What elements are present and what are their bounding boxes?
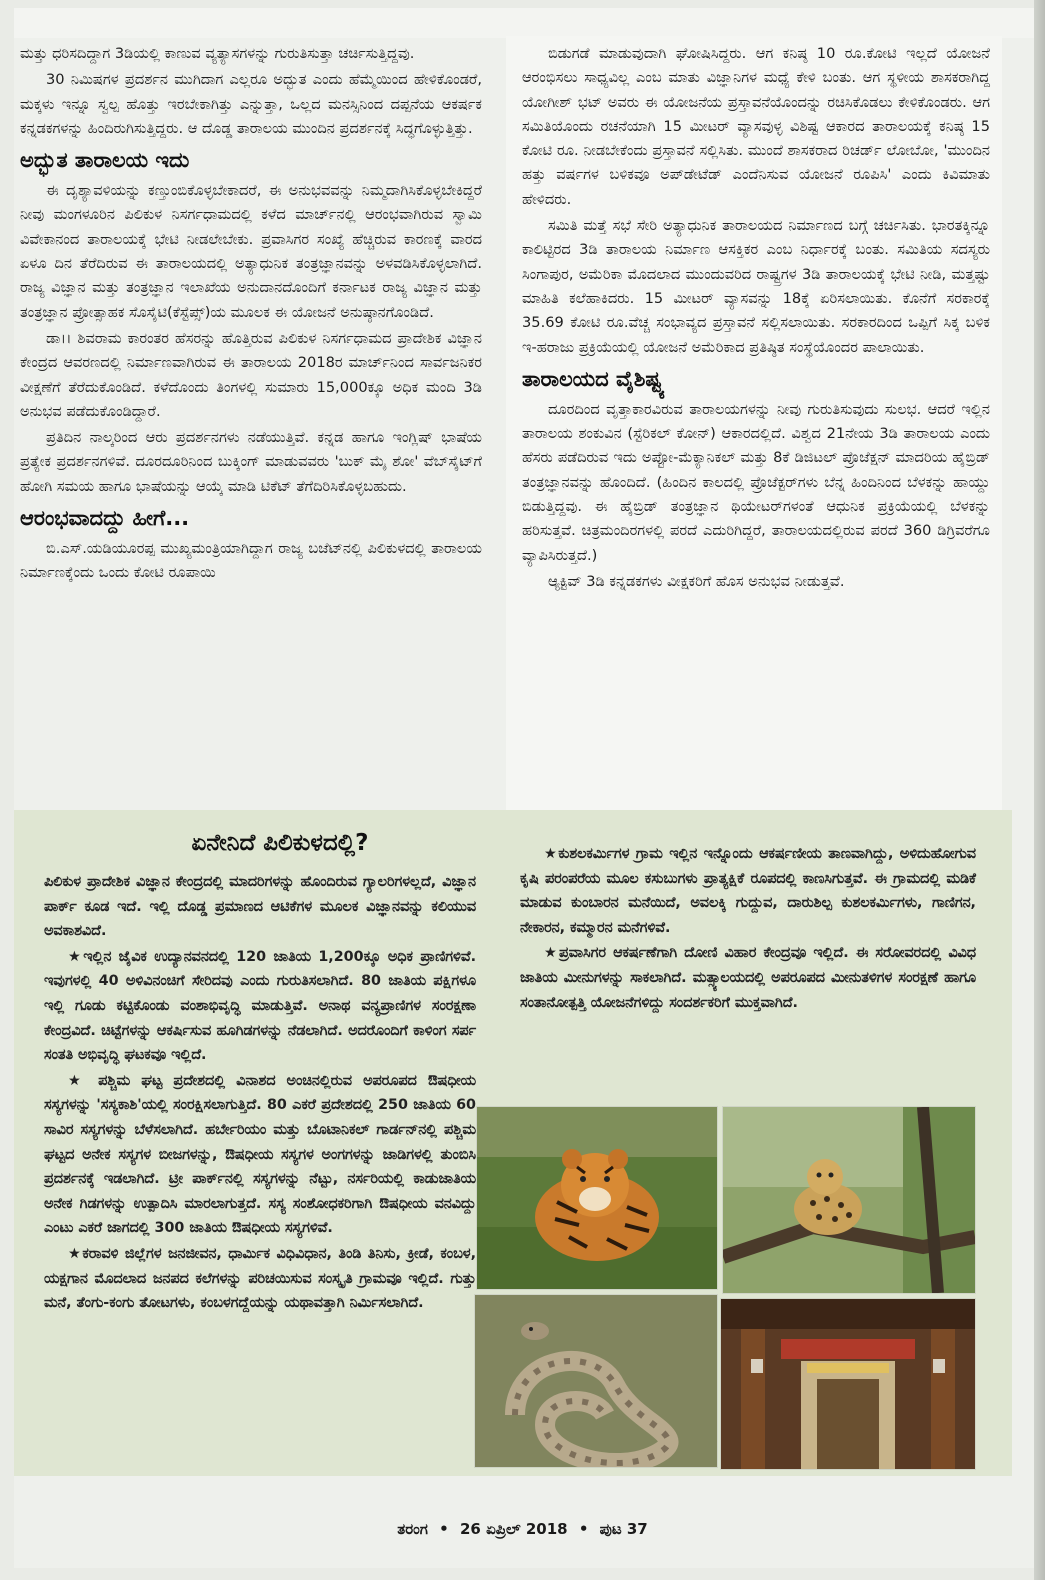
paragraph: ಬಿಡುಗಡೆ ಮಾಡುವುದಾಗಿ ಘೋಷಿಸಿದ್ದರು. ಆಗ ಕನಿಷ್ಠ 10 ರೂ.ಕೋಟಿ ಇಲ್ಲದೆ ಯೋಜನೆ ಆರಂಭಿಸಲು ಸಾಧ್ಯವಿಲ್ಲ ಎಂಬ ಮಾತು ವಿಜ್ಞಾನಿಗಳ ಮಧ್ಯೆ ಕೇಳಿ ಬಂತು. ಆಗ ಸ್ಥಳೀಯ ಶಾಸಕರಾಗಿದ್ದ ಯೋಗೀಶ್ ಭಟ್ ಅವರು ಈ ಯೋಜನೆಯ ಪ್ರಸ್ತಾವನೆಯೊಂದನ್ನು ರಚಿಸಿಕೊಡಲು ಕೇಳಿಕೊಂಡರು. ಆಗ ಸಮಿತಿಯೊಂದು ರಚನೆಯಾಗಿ 15 ಮೀಟರ್ ವ್ಯಾಸವುಳ್ಳ ವಿಶಿಷ್ಟ ಆಕಾರದ ತಾರಾಲಯಕ್ಕೆ ಕನಿಷ್ಠ 15 ಕೋಟಿ ರೂ. ನೀಡಬೇಕೆಂದು ಪ್ರಸ್ತಾವನೆ ಸಲ್ಲಿಸಿತು. ಮುಂದೆ ಶಾಸಕರಾದ ರಿಚರ್ಡ್ ಲೋಬೋ, 'ಮುಂದಿನ ಹತ್ತು ವರ್ಷಗಳ ಬಳಿಕವೂ ಅಪ್‌ಡೇಟೆಡ್ ಎಂದೆನಿಸುವ ಯೋಜನೆ ರೂಪಿಸಿ' ಎಂದು ಕಿವಿಮಾತು ಹೇಳಿದರು. — [522, 45, 990, 208]
panel-paragraph: ★ಇಲ್ಲಿನ ಜೈವಿಕ ಉದ್ಯಾನವನದಲ್ಲಿ 120 ಜಾತಿಯ 1,200ಕ್ಕೂ ಅಧಿಕ ಪ್ರಾಣಿಗಳಿವೆ. ಇವುಗಳಲ್ಲಿ 40 ಅಳಿವಿನಂಚಿಗೆ ಸೇರಿದವು ಎಂದು ಗುರುತಿಸಲಾಗಿದೆ. 80 ಜಾತಿಯ ಪಕ್ಷಿಗಳೂ ಇಲ್ಲಿ ಗೂಡು ಕಟ್ಟಿಕೊಂಡು ವಂಶಾಭಿವೃದ್ಧಿ ಮಾಡುತ್ತಿವೆ. ಅನಾಥ ವನ್ಯಪ್ರಾಣಿಗಳ ಸಂರಕ್ಷಣಾ ಕೇಂದ್ರವಿದೆ. ಚಿಟ್ಟೆಗಳನ್ನು ಆಕರ್ಷಿಸುವ ಹೂಗಿಡಗಳನ್ನು ನೆಡಲಾಗಿದೆ. ಅದರೊಂದಿಗೆ ಕಾಳಿಂಗ ಸರ್ಪ ಸಂತತಿ ಅಭಿವೃದ್ಧಿ ಘಟಕವೂ ಇಲ್ಲಿದೆ. — [44, 948, 476, 1064]
temple-house-photo — [720, 1298, 976, 1470]
section-heading: ತಾರಾಲಯದ ವೈಶಿಷ್ಟ್ಯ — [522, 366, 665, 391]
panel-paragraph: ★ಕುಶಲಕರ್ಮಿಗಳ ಗ್ರಾಮ ಇಲ್ಲಿನ ಇನ್ನೊಂದು ಆಕರ್ಷಣೀಯ ತಾಣವಾಗಿದ್ದು, ಅಳಿದುಹೋಗುವ ಕೃಷಿ ಪರಂಪರೆಯ ಮೂಲ ಕಸುಬುಗಳು ಪ್ರಾತ್ಯಕ್ಷಿಕೆ ರೂಪದಲ್ಲಿ ಕಾಣಸಿಗುತ್ತವೆ. ಈ ಗ್ರಾಮದಲ್ಲಿ ಮಡಿಕೆ ಮಾಡುವ ಕುಂಬಾರನ ಮನೆಯಿದೆ, ಅವಲಕ್ಕಿ ಗುದ್ದುವ, ದಾರುಶಿಲ್ಪ ಕುಶಲಕರ್ಮಿಗಳು, ಗಾಣಿಗನ, ನೇಕಾರನ, ಕಮ್ಮಾರನ ಮನೆಗಳಿವೆ. — [520, 846, 976, 936]
paragraph: ಆ್ಯಕ್ಟಿವ್ 3ಡಿ ಕನ್ನಡಕಗಳು ವೀಕ್ಷಕರಿಗೆ ಹೊಸ ಅನುಭವ ನೀಡುತ್ತವೆ. — [548, 572, 845, 590]
panel-right-column — [520, 842, 976, 1016]
paragraph: ಸಮಿತಿ ಮತ್ತೆ ಸಭೆ ಸೇರಿ ಅತ್ಯಾಧುನಿಕ ತಾರಾಲಯದ ನಿರ್ಮಾಣದ ಬಗ್ಗೆ ಚರ್ಚಿಸಿತು. ಭಾರತಕ್ಕಿನ್ನೂ ಕಾಲಿಟ್ಟಿರದ 3ಡಿ ತಾರಾಲಯ ನಿರ್ಮಾಣ ಆಸಕ್ತಿಕರ ಎಂಬ ನಿರ್ಧಾರಕ್ಕೆ ಬಂತು. ಸಮಿತಿಯ ಸದಸ್ಯರು ಸಿಂಗಾಪುರ, ಅಮೆರಿಕಾ ಮೊದಲಾದ ಮುಂದುವರಿದ ರಾಷ್ಟ್ರಗಳ 3ಡಿ ತಾರಾಲಯಕ್ಕೆ ಭೇಟಿ ನೀಡಿ, ಮತ್ತಷ್ಟು ಮಾಹಿತಿ ಕಲೆಹಾಕಿದರು. 15 ಮೀಟರ್ ವ್ಯಾಸವನ್ನು 18ಕ್ಕೆ ಏರಿಸಲಾಯಿತು. ಕೊನೆಗೆ ಸರಕಾರಕ್ಕೆ 35.69 ಕೋಟಿ ರೂ.ವೆಚ್ಚ ಸಂಭಾವ್ಯದ ಪ್ರಸ್ತಾವನೆ ಸಲ್ಲಿಸಲಾಯಿತು. ಸರಕಾರದಿಂದ ಒಪ್ಪಿಗೆ ಸಿಕ್ಕ ಬಳಿಕ ಇ-ಹರಾಜು ಪ್ರಕ್ರಿಯೆಯಲ್ಲಿ ಯೋಜನೆ ಅಮೆರಿಕಾದ ಪ್ರತಿಷ್ಠಿತ ಸಂಸ್ಥೆಯೊಂದರ ಪಾಲಾಯಿತು. — [522, 217, 990, 356]
paragraph: ಬಿ.ಎಸ್.ಯಡಿಯೂರಪ್ಪ ಮುಖ್ಯಮಂತ್ರಿಯಾಗಿದ್ದಾಗ ರಾಜ್ಯ ಬಜೆಟ್‌ನಲ್ಲಿ ಪಿಲಿಕುಳದಲ್ಲಿ ತಾರಾಲಯ ನಿರ್ಮಾಣಕ್ಕೆಂದು ಒಂದು ಕೋಟಿ ರೂಪಾಯಿ — [20, 540, 482, 582]
paragraph: ದೂರದಿಂದ ವೃತ್ತಾಕಾರವಿರುವ ತಾರಾಲಯಗಳನ್ನು ನೀವು ಗುರುತಿಸುವುದು ಸುಲಭ. ಆದರೆ ಇಲ್ಲಿನ ತಾರಾಲಯ ಶಂಕುವಿನ (ಸ್ಟೆರಿಕಲ್ ಕೋನ್) ಆಕಾರದಲ್ಲಿದೆ. ವಿಶ್ವದ 21ನೇಯ 3ಡಿ ತಾರಾಲಯ ಎಂದು ಹೆಸರು ಪಡೆದಿರುವ ಇದು ಅಪ್ಟೋ-ಮೆಕ್ಯಾನಿಕಲ್ ಮತ್ತು 8ಕೆ ಡಿಜಿಟಲ್ ಪ್ರೊಜೆಕ್ಷನ್ ಮಾದರಿಯ ಹೈಬ್ರಿಡ್ ತಂತ್ರಜ್ಞಾನವನ್ನು ಹೊಂದಿದೆ. (ಹಿಂದಿನ ಕಾಲದಲ್ಲಿ ಪ್ರೊಜೆಕ್ಟರ್‌ಗಳು ಬೆನ್ನ ಹಿಂದಿನಿಂದ ಬೆಳಕನ್ನು ಹಾಯ್ದು ಬಿಡುತ್ತಿದ್ದವು. ಈ ಹೈಬ್ರಿಡ್ ತಂತ್ರಜ್ಞಾನ ಥಿಯೇಟರ್‌ಗಳಂತೆ ಆಧುನಿಕ ಪ್ರಕ್ರಿಯೆಯಲ್ಲಿ ಬೆಳಕನ್ನು ಹರಿಸುತ್ತವೆ. ಚಿತ್ರಮಂದಿರಗಳಲ್ಲಿ ಪರದೆ ಎದುರಿಗಿದ್ದರೆ, ತಾರಾಲಯದಲ್ಲಿರುವ ಪರದೆ 360 ಡಿಗ್ರಿವರೆಗೂ ವ್ಯಾಪಿಸಿರುತ್ತದೆ.) — [522, 400, 990, 564]
paragraph: ಪ್ರತಿದಿನ ನಾಲ್ಕರಿಂದ ಆರು ಪ್ರದರ್ಶನಗಳು ನಡೆಯುತ್ತಿವೆ. ಕನ್ನಡ ಹಾಗೂ ಇಂಗ್ಲಿಷ್ ಭಾಷೆಯ ಪ್ರತ್ಯೇಕ ಪ್ರದರ್ಶನಗಳಿವೆ. ದೂರದೂರಿನಿಂದ ಬುಕ್ಕಿಂಗ್ ಮಾಡುವವರು 'ಬುಕ್ ಮೈ ಶೋ' ವೆಬ್‌ಸೈಟ್‌ಗೆ ಹೋಗಿ ಸಮಯ ಹಾಗೂ ಭಾಷೆಯನ್ನು ಆಯ್ಕೆ ಮಾಡಿ ಟಿಕೆಟ್ ತೆಗೆದಿರಿಸಿಕೊಳ್ಳಬಹುದು. — [20, 429, 482, 495]
snake-photo — [474, 1294, 718, 1468]
section-heading: ಅದ್ಭುತ ತಾರಾಲಯ ಇದು — [20, 148, 190, 173]
panel-left-column — [44, 870, 476, 1317]
paragraph: ಈ ದೃಶ್ಯಾವಳಿಯನ್ನು ಕಣ್ತುಂಬಿಕೊಳ್ಳಬೇಕಾದರೆ, ಈ ಅನುಭವವನ್ನು ನಿಮ್ಮದಾಗಿಸಿಕೊಳ್ಳಬೇಕಿದ್ದರೆ ನೀವು ಮಂಗಳೂರಿನ ಪಿಲಿಕುಳ ನಿಸರ್ಗಧಾಮದಲ್ಲಿ ಕಳೆದ ಮಾರ್ಚ್‌ನಲ್ಲಿ ಆರಂಭವಾಗಿರುವ ಸ್ವಾಮಿ ವಿವೇಕಾನಂದ ತಾರಾಲಯಕ್ಕೆ ಭೇಟಿ ನೀಡಲೇಬೇಕು. ಪ್ರವಾಸಿಗರ ಸಂಖ್ಯೆ ಹೆಚ್ಚಿರುವ ಕಾರಣಕ್ಕೆ ವಾರದ ಏಳೂ ದಿನ ತೆರೆದಿರುವ ಈ ತಾರಾಲಯದಲ್ಲಿ ಅತ್ಯಾಧುನಿಕ ತಂತ್ರಜ್ಞಾನವನ್ನು ಅಳವಡಿಸಿಕೊಳ್ಳಲಾಗಿದೆ. ರಾಜ್ಯ ವಿಜ್ಞಾನ ಮತ್ತು ತಂತ್ರಜ್ಞಾನ ಇಲಾಖೆಯ ಅನುದಾನದೊಂದಿಗೆ ಕರ್ನಾಟಕ ರಾಜ್ಯ ವಿಜ್ಞಾನ ಮತ್ತು ತಂತ್ರಜ್ಞಾನ ಪ್ರೋತ್ಸಾಹಕ ಸೊಸೈಟಿ(ಕೆಸ್ಟೆಪ್ಸ್)ಯ ಮೂಲಕ ಈ ಯೋಜನೆ ಅನುಷ್ಠಾನಗೊಂಡಿದೆ. — [20, 182, 482, 321]
left-column — [20, 42, 482, 588]
panel-paragraph: ★ಪ್ರವಾಸಿಗರ ಆಕರ್ಷಣೆಗಾಗಿ ದೋಣಿ ವಿಹಾರ ಕೇಂದ್ರವೂ ಇಲ್ಲಿದೆ. ಈ ಸರೋವರದಲ್ಲಿ ವಿವಿಧ ಜಾತಿಯ ಮೀನುಗಳನ್ನು ಸಾಕಲಾಗಿದೆ. ಮತ್ಸ್ಯಾಲಯದಲ್ಲಿ ಅಪರೂಪದ ಮೀನುತಳಿಗಳ ಸಂರಕ್ಷಣೆ ಹಾಗೂ ಸಂತಾನೋತ್ಪತ್ತಿ ಯೋಜನೆಗಳಿದ್ದು ಸಂದರ್ಶಕರಿಗೆ ಮುಕ್ತವಾಗಿದೆ. — [520, 945, 976, 1011]
issue-date: 26 ಏಪ್ರಿಲ್ 2018 — [459, 1520, 568, 1538]
section-heading: ಆರಂಭವಾದದ್ದು ಹೀಗೆ... — [20, 506, 190, 531]
page-number: ಪುಟ 37 — [599, 1520, 648, 1538]
right-column — [522, 42, 990, 596]
tiger-photo — [476, 1106, 718, 1290]
panel-paragraph: ★ಕರಾವಳಿ ಜಿಲ್ಲೆಗಳ ಜನಜೀವನ, ಧಾರ್ಮಿಕ ವಿಧಿವಿಧಾನ, ತಿಂಡಿ ತಿನಿಸು, ಕ್ರೀಡೆ, ಕಂಬಳ, ಯಕ್ಷಗಾನ ಮೊದಲಾದ ಜನಪದ ಕಲೆಗಳನ್ನು ಪರಿಚಯಿಸುವ ಸಂಸ್ಕೃತಿ ಗ್ರಾಮವೂ ಇಲ್ಲಿದೆ. ಗುತ್ತು ಮನೆ, ತೆಂಗು-ಕಂಗು ತೋಟಗಳು, ಕಂಬಳಗದ್ದೆಯನ್ನು ಯಥಾವತ್ತಾಗಿ ನಿರ್ಮಿಸಲಾಗಿದೆ. — [44, 1245, 476, 1312]
paragraph: ಮತ್ತು ಧರಿಸದಿದ್ದಾಗ 3ಡಿಯಲ್ಲಿ ಕಾಣುವ ವ್ಯತ್ಯಾಸಗಳನ್ನು ಗುರುತಿಸುತ್ತಾ ಚರ್ಚಿಸುತ್ತಿದ್ದವು. — [20, 45, 415, 62]
page-footer — [0, 1520, 1045, 1538]
magazine-name: ತರಂಗ — [397, 1520, 428, 1538]
leopard-photo — [722, 1106, 976, 1294]
separator: • — [578, 1520, 589, 1538]
separator: • — [439, 1520, 449, 1538]
paragraph: 30 ನಿಮಿಷಗಳ ಪ್ರದರ್ಶನ ಮುಗಿದಾಗ ಎಲ್ಲರೂ ಅದ್ಭುತ ಎಂದು ಹೆಮ್ಮೆಯಿಂದ ಹೇಳಿಕೊಂಡರೆ, ಮಕ್ಕಳು ಇನ್ನೂ ಸ್ವಲ್ಪ ಹೊತ್ತು ಇರಬೇಕಾಗಿತ್ತು ಎನ್ನುತ್ತಾ, ಒಲ್ಲದ ಮನಸ್ಸಿನಿಂದ ದಪ್ಪನೆಯ ಆಕರ್ಷಕ ಕನ್ನಡಕಗಳನ್ನು ಹಿಂದಿರುಗಿಸುತ್ತಿದ್ದರು. ಆ ದೊಡ್ಡ ತಾರಾಲಯ ಮುಂದಿನ ಪ್ರದರ್ಶನಕ್ಕೆ ಸಿದ್ಧಗೊಳ್ಳುತ್ತಿತ್ತು. — [20, 71, 482, 137]
paragraph: ಡಾ।। ಶಿವರಾಮ ಕಾರಂತರ ಹೆಸರನ್ನು ಹೊತ್ತಿರುವ ಪಿಲಿಕುಳ ನಿಸರ್ಗಧಾಮದ ಪ್ರಾದೇಶಿಕ ವಿಜ್ಞಾನ ಕೇಂದ್ರದ ಆವರಣದಲ್ಲಿ ನಿರ್ಮಾಣವಾಗಿರುವ ಈ ತಾರಾಲಯ 2018ರ ಮಾರ್ಚ್‌ನಿಂದ ಸಾರ್ವಜನಿಕರ ವೀಕ್ಷಣೆಗೆ ತೆರೆದುಕೊಂಡಿದೆ. ಕಳೆದೊಂದು ತಿಂಗಳಲ್ಲಿ ಸುಮಾರು 15,000ಕ್ಕೂ ಅಧಿಕ ಮಂದಿ 3ಡಿ ಅನುಭವ ಪಡೆದುಕೊಂಡಿದ್ದಾರೆ. — [20, 329, 482, 420]
panel-paragraph: ★ ಪಶ್ಚಿಮ ಘಟ್ಟ ಪ್ರದೇಶದಲ್ಲಿ ವಿನಾಶದ ಅಂಚಿನಲ್ಲಿರುವ ಅಪರೂಪದ ಔಷಧೀಯ ಸಸ್ಯಗಳನ್ನು 'ಸಸ್ಯಕಾಶಿ'ಯಲ್ಲಿ ಸಂರಕ್ಷಿಸಲಾಗುತ್ತಿದೆ. 80 ಎಕರೆ ಪ್ರದೇಶದಲ್ಲಿ 250 ಜಾತಿಯ 60 ಸಾವಿರ ಸಸ್ಯಗಳನ್ನು ಬೆಳೆಸಲಾಗಿದೆ. ಹರ್ಬೇರಿಯಂ ಮತ್ತು ಬೊಟಾನಿಕಲ್ ಗಾರ್ಡನ್‌ನಲ್ಲಿ ಪಶ್ಚಿಮ ಘಟ್ಟದ ಅನೇಕ ಸಸ್ಯಗಳ ಬೀಜಗಳನ್ನು, ಔಷಧೀಯ ಸಸ್ಯಗಳ ಅಂಗಗಳನ್ನು ಜಾಡಿಗಳಲ್ಲಿ ತುಂಬಿಸಿ ಪ್ರದರ್ಶನಕ್ಕೆ ಇಡಲಾಗಿದೆ. ಟ್ರೀ ಪಾರ್ಕ್‌ನಲ್ಲಿ ಸಸ್ಯಗಳನ್ನು ನೆಟ್ಟು, ನರ್ಸರಿಯಲ್ಲಿ ಕಾಡುಜಾತಿಯ ಅನೇಕ ಗಿಡಗಳನ್ನು ಉತ್ಪಾದಿಸಿ ಮಾರಲಾಗುತ್ತದೆ. ಸಸ್ಯ ಸಂಶೋಧಕರಿಗಾಗಿ ಔಷಧೀಯ ವನವಿದ್ದು ಎಂಟು ಎಕರೆ ಜಾಗದಲ್ಲಿ 300 ಜಾತಿಯ ಔಷಧೀಯ ಸಸ್ಯಗಳಿವೆ. — [44, 1072, 476, 1237]
top-band — [14, 8, 1034, 38]
panel-paragraph: ಪಿಲಿಕುಳ ಪ್ರಾದೇಶಿಕ ವಿಜ್ಞಾನ ಕೇಂದ್ರದಲ್ಲಿ ಮಾದರಿಗಳನ್ನು ಹೊಂದಿರುವ ಗ್ಯಾಲರಿಗಳಲ್ಲದೆ, ವಿಜ್ಞಾನ ಪಾರ್ಕ್ ಕೂಡ ಇದೆ. ಇಲ್ಲಿ ದೊಡ್ಡ ಪ್ರಮಾಣದ ಆಟಿಕೆಗಳ ಮೂಲಕ ವಿಜ್ಞಾನವನ್ನು ಕಲಿಯುವ ಅವಕಾಶವಿದೆ. — [44, 874, 476, 940]
panel-title: ಏನೇನಿದೆ ಪಿಲಿಕುಳದಲ್ಲಿ? — [191, 830, 369, 856]
page-edge — [1034, 0, 1045, 1580]
